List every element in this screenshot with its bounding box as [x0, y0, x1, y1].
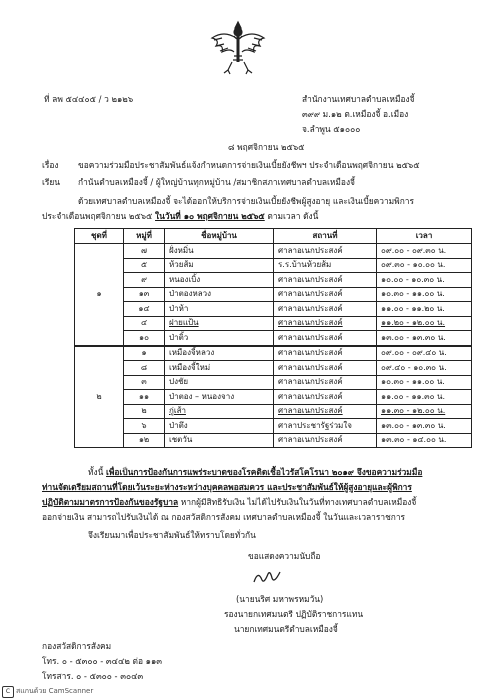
cell-village — [165, 375, 274, 390]
cell-time-text: ๑๐.๓๐ - ๑๑.๐๐ น. — [381, 377, 445, 387]
cell-place-text: ศาลาอเนกประสงค์ — [278, 348, 343, 358]
cell-time — [377, 346, 472, 361]
cell-set — [75, 375, 124, 390]
cell-moo-text: ๙ — [141, 274, 147, 284]
cell-time-text: ๐๙.๐๐ - ๐๙.๔๐ น. — [381, 348, 447, 358]
table-row — [75, 244, 472, 259]
signer-name: (นายนริศ มหาพรหมวัน) — [236, 594, 324, 604]
cell-village — [165, 273, 274, 288]
cell-set — [75, 331, 124, 346]
table-row — [75, 331, 472, 346]
document-number: ที่ ลพ ๕๔๔๐๕ / ว ๒๑๒๖ — [44, 94, 134, 104]
cell-moo-text: ๑ — [141, 348, 147, 358]
document-date: ๘ พฤศจิกายน ๒๕๖๕ — [228, 142, 305, 152]
notice-line4: ออกจ่ายเงิน สามารถไปรับเงินได้ ณ กองสวัสดิการสังคม เทศบาลตำบลเหมืองจี้ ในวันและเวลาราชการ — [42, 512, 406, 522]
cell-village-text: ปงชัย — [169, 377, 189, 387]
cell-moo — [124, 258, 165, 273]
cell-time — [377, 244, 472, 259]
cell-time-text: ๐๙.๐๐ - ๐๙.๓๐ น. — [381, 245, 447, 255]
cell-moo — [124, 390, 165, 405]
cell-place-text: ศาลาอเนกประสงค์ — [278, 289, 343, 299]
cell-village-text: เหมืองจี้หลวง — [169, 348, 215, 358]
cell-moo-text: ๓ — [141, 377, 147, 387]
table-row — [75, 361, 472, 376]
cell-moo — [124, 404, 165, 419]
cell-place — [274, 375, 377, 390]
cell-village-text: ป่าห้า — [169, 303, 189, 313]
cell-village-text: ป่าตึง — [169, 420, 188, 430]
contact-dept: กองสวัสดิการสังคม — [42, 641, 112, 651]
payment-schedule-table — [74, 228, 472, 448]
table-row — [75, 302, 472, 317]
closing-text: จึงเรียนมาเพื่อประชาสัมพันธ์ให้ทราบโดยทั่วกัน — [88, 530, 256, 540]
table-row — [75, 287, 472, 302]
cell-set — [75, 404, 124, 419]
cell-place — [274, 433, 377, 448]
cell-village — [165, 404, 274, 419]
cell-moo — [124, 331, 165, 346]
cell-place — [274, 244, 377, 259]
header-place: สถานที่ — [274, 229, 377, 244]
cell-time — [377, 404, 472, 419]
cell-village — [165, 316, 274, 331]
cell-time-text: ๐๙.๔๐ - ๑๐.๓๐ น. — [381, 362, 447, 372]
cell-place — [274, 419, 377, 434]
cell-set — [75, 273, 124, 288]
cell-time — [377, 302, 472, 317]
cell-place-text: ศาลาอเนกประสงค์ — [278, 377, 343, 387]
header-time: เวลา — [377, 229, 472, 244]
intro-line2: ประจำเดือนพฤศจิกายน ๒๕๖๕ ในวันที่ ๑๐ พฤศจิกายน ๒๕๖๕ ตามเวลา ดังนี้ — [42, 211, 319, 221]
cell-moo — [124, 287, 165, 302]
cell-place — [274, 273, 377, 288]
cell-time — [377, 361, 472, 376]
cell-time — [377, 258, 472, 273]
cell-time-text: ๑๑.๒๐ - ๑๒.๐๐ น. — [381, 318, 446, 328]
cell-village-text: ป่าติ้ว — [169, 332, 189, 342]
cell-set — [75, 419, 124, 434]
cell-village-text: ป่าตองหลวง — [169, 289, 212, 299]
cell-place-text: ร.ร.บ้านห้วยส้ม — [278, 260, 332, 270]
cell-time — [377, 287, 472, 302]
subject-text: ขอความร่วมมือประชาสัมพันธ์แจ้งกำหนดการจ่ายเงินเบี้ยยังชีพฯ ประจำเดือนพฤศจิกายน ๒๕๖๕ — [78, 160, 420, 170]
cell-place-text: ศาลาอเนกประสงค์ — [278, 318, 343, 328]
office-address-line1: ๓๙๙ ม.๑๒ ต.เหมืองจี้ อ.เมือง — [302, 109, 409, 119]
cell-village — [165, 244, 274, 259]
cell-village — [165, 433, 274, 448]
recipient-label: เรียน — [42, 177, 60, 187]
signature — [250, 566, 286, 588]
cell-set — [75, 433, 124, 448]
cell-place — [274, 346, 377, 361]
cell-village — [165, 346, 274, 361]
cell-moo — [124, 244, 165, 259]
cell-place — [274, 302, 377, 317]
cell-moo — [124, 419, 165, 434]
garuda-emblem-icon — [206, 18, 270, 76]
signer-title2: นายกเทศมนตรีตำบลเหมืองจี้ — [234, 624, 338, 634]
cell-time — [377, 375, 472, 390]
cell-time-text: ๑๐.๓๐ - ๑๑.๐๐ น. — [381, 289, 445, 299]
office-address-line2: จ.ลำพูน ๕๑๐๐๐ — [302, 124, 361, 134]
cell-village-text: หนองเบิ้ง — [169, 274, 201, 284]
cell-place — [274, 404, 377, 419]
cell-place-text: ศาลาอเนกประสงค์ — [278, 406, 343, 416]
cell-moo-text: ๘ — [140, 362, 148, 372]
cell-set — [75, 316, 124, 331]
table-row — [75, 419, 472, 434]
cell-village-text: ฝั่งหมิ่น — [169, 245, 194, 255]
cell-village — [165, 390, 274, 405]
cell-moo-text: ๑๔ — [138, 303, 150, 313]
cell-place — [274, 390, 377, 405]
cell-village-text: ป่าตอง – หนองจาง — [169, 391, 235, 401]
cell-moo-text: ๗ — [140, 245, 147, 255]
cell-place-text: ศาลาอเนกประสงค์ — [278, 391, 343, 401]
cell-place — [274, 361, 377, 376]
cell-village — [165, 287, 274, 302]
header-village: ชื่อหมู่บ้าน — [165, 229, 274, 244]
cell-village — [165, 302, 274, 317]
cell-place — [274, 287, 377, 302]
cell-place — [274, 331, 377, 346]
cell-moo-text: ๕ — [140, 260, 148, 270]
cell-village-text: เชตวัน — [169, 435, 193, 445]
cell-time-text: ๐๙.๓๐ - ๑๐.๐๐ น. — [381, 260, 446, 270]
cell-time-text: ๑๑.๐๐ - ๑๑.๒๐ น. — [381, 303, 445, 313]
cell-moo — [124, 316, 165, 331]
cell-set: ๒ — [75, 390, 124, 405]
cell-time — [377, 433, 472, 448]
cell-village — [165, 331, 274, 346]
cell-moo — [124, 375, 165, 390]
cell-place — [274, 316, 377, 331]
header-set: ชุดที่ — [75, 229, 124, 244]
notice-line1: ทั้งนี้ เพื่อเป็นการป้องกันการแพร่ระบาดของโรคติดเชื้อไวรัสโคโรนา ๒๐๑๙ จึงขอความร่วมมือ — [88, 467, 423, 477]
cell-moo-text: ๑๓ — [138, 289, 150, 299]
table-row — [75, 273, 472, 288]
cell-moo-text: ๖ — [141, 420, 147, 430]
cell-village — [165, 258, 274, 273]
cell-time-text: ๑๑.๓๐ - ๑๒.๐๐ น. — [381, 406, 446, 416]
cell-place — [274, 258, 377, 273]
cell-set: ๑ — [75, 287, 124, 302]
cell-village-text: ห้วยส้ม — [169, 260, 194, 270]
regards-text: ขอแสดงความนับถือ — [248, 551, 321, 561]
notice-line3: ปฏิบัติตามมาตรการป้องกันของรัฐบาล หากผู้มีสิทธิรับเงิน ไม่ได้ไปรับเงินในวันที่ทางเทศบาลตำบลเหมืองจี้ — [42, 497, 417, 507]
table-row — [75, 316, 472, 331]
footer-scanner-text: สแกนด้วย CamScanner — [16, 687, 94, 695]
cell-village-text: ฝายแป้น — [169, 318, 199, 328]
cell-moo-text: ๒ — [141, 406, 147, 416]
cell-moo-text: ๑๒ — [138, 435, 150, 445]
contact-fax: โทรสาร. ๐ - ๕๓๐๐ - ๓๐๔๓ — [42, 671, 144, 681]
cell-set — [75, 361, 124, 376]
signer-title1: รองนายกเทศมนตรี ปฏิบัติราชการแทน — [224, 609, 364, 619]
cell-time-text: ๑๐.๐๐ - ๑๐.๓๐ น. — [381, 274, 445, 284]
table-row — [75, 375, 472, 390]
cell-village-text: เหมืองจี้ใหม่ — [169, 362, 211, 372]
camscanner-icon: C — [2, 686, 14, 698]
recipient-text: กำนันตำบลเหมืองจี้ / ผู้ใหญ่บ้านทุกหมู่บ้าน /สมาชิกสภาเทศบาลตำบลเหมืองจี้ — [78, 177, 355, 187]
cell-place-text: ศาลาอเนกประสงค์ — [278, 245, 343, 255]
cell-place-text: ศาลาอเนกประสงค์ — [278, 303, 343, 313]
cell-set — [75, 302, 124, 317]
cell-place-text: ศาลาประชารัฐร่วมใจ — [278, 420, 352, 430]
table-row — [75, 404, 472, 419]
cell-set — [75, 346, 124, 361]
table-row — [75, 433, 472, 448]
table-row — [75, 258, 472, 273]
cell-place-text: ศาลาอเนกประสงค์ — [278, 274, 343, 284]
cell-time-text: ๑๑.๐๐ - ๑๑.๓๐ น. — [381, 391, 446, 401]
cell-moo — [124, 346, 165, 361]
cell-place-text: ศาลาอเนกประสงค์ — [278, 362, 343, 372]
cell-moo-text: ๔ — [140, 318, 148, 328]
cell-set — [75, 258, 124, 273]
cell-time-text: ๑๓.๐๐ - ๑๓.๓๐ น. — [381, 332, 446, 342]
table-row — [75, 390, 472, 405]
header-moo: หมู่ที่ — [124, 229, 165, 244]
cell-time-text: ๑๓.๓๐ - ๑๔.๐๐ น. — [381, 435, 447, 445]
cell-time — [377, 316, 472, 331]
office-name: สำนักงานเทศบาลตำบลเหมืองจี้ — [302, 94, 415, 104]
contact-tel: โทร. ๐ - ๕๓๐๐ - ๓๔๔๒ ต่อ ๑๑๓ — [42, 656, 163, 666]
intro-line1: ด้วยเทศบาลตำบลเหมืองจี้ จะได้ออกให้บริการจ่ายเงินเบี้ยยังชีพผู้สูงอายุ และเงินเบี้ยความพิการ — [78, 196, 414, 206]
cell-set — [75, 244, 124, 259]
cell-moo-text: ๑๑ — [138, 391, 150, 401]
subject-label: เรื่อง — [42, 160, 59, 170]
cell-moo — [124, 273, 165, 288]
cell-moo — [124, 433, 165, 448]
table-header-row — [75, 229, 472, 244]
table-row — [75, 346, 472, 361]
cell-time — [377, 390, 472, 405]
cell-time-text: ๑๓.๐๐ - ๑๓.๓๐ น. — [381, 420, 446, 430]
cell-village — [165, 419, 274, 434]
cell-moo — [124, 361, 165, 376]
cell-time — [377, 273, 472, 288]
cell-place-text: ศาลาอเนกประสงค์ — [278, 332, 343, 342]
cell-time — [377, 419, 472, 434]
cell-village — [165, 361, 274, 376]
notice-line2: ท่านจัดเตรียมสถานที่โดยเว้นระยะห่างระหว่างบุคคลพอสมควร และประชาสัมพันธ์ให้ผู้สูงอายุและผู้พิการ — [42, 482, 412, 492]
cell-moo — [124, 302, 165, 317]
cell-village-text: กู่เส้า — [169, 406, 186, 416]
cell-moo-text: ๑๐ — [139, 332, 149, 342]
cell-place-text: ศาลาอเนกประสงค์ — [278, 435, 343, 445]
cell-time — [377, 331, 472, 346]
